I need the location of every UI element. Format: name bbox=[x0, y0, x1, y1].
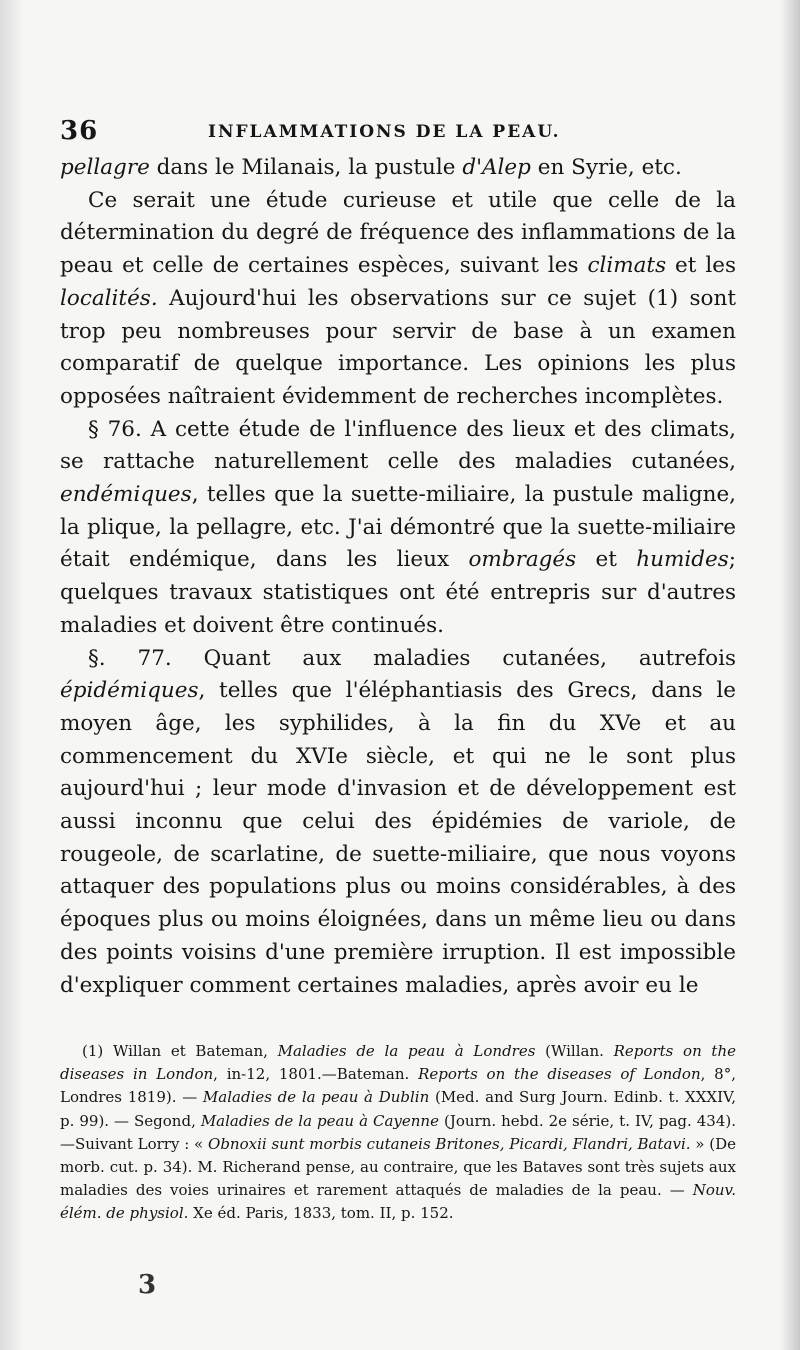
italic-text: Reports on the diseases in London bbox=[60, 1042, 736, 1084]
text-run: Aujourd'hui les observations sur ce sujet (1) sont trop peu nombreuses pour servir de base à un examen comparatif de quelque importance. Les opinions les plus opposées naîtraient évidemment de recherches incomplètes. bbox=[60, 285, 736, 409]
text-run: et bbox=[576, 547, 637, 573]
italic-text: endémiques bbox=[60, 482, 192, 508]
footnote bbox=[60, 1040, 736, 1226]
italic-text: climats bbox=[587, 253, 667, 279]
italic-text: Reports on the diseases of London bbox=[418, 1065, 701, 1084]
italic-text: Nouv. élém. de physiol. bbox=[60, 1181, 736, 1223]
italic-text: Maladies de la peau à Cayenne bbox=[200, 1111, 439, 1130]
text-run: ; quelques travaux statistiques ont été entrepris sur d'autres maladies et doivent être continués. bbox=[60, 547, 736, 638]
text-run: Xe éd. Paris, 1833, tom. II, p. 152. bbox=[188, 1204, 454, 1223]
text-run: dans le Milanais, la pustule bbox=[149, 155, 463, 180]
page-header bbox=[60, 116, 740, 150]
page-left-edge bbox=[0, 0, 24, 1350]
paragraph bbox=[60, 643, 736, 1003]
text-run: , telles que la suette-miliaire, la pustule maligne, la plique, la pellagre, etc. J'ai démontré que la suette-miliaire était endémique, dans les lieux bbox=[60, 482, 736, 573]
main-text bbox=[60, 152, 736, 1002]
italic-text: pellagre bbox=[60, 155, 150, 180]
running-head: INFLAMMATIONS DE LA PEAU. bbox=[208, 122, 561, 142]
text-run: (Med. and Surg Journ. Edinb. t. XXXIV, p. 99). — Segond, bbox=[60, 1088, 736, 1130]
italic-text: localités. bbox=[60, 285, 158, 311]
italic-text: Maladies de la peau à Londres bbox=[277, 1042, 536, 1060]
italic-text: Obnoxii sunt morbis cutaneis Britones, Picardi, Flandri, Batavi. bbox=[208, 1134, 691, 1153]
page-number: 36 bbox=[60, 116, 99, 146]
text-run: , telles que l'éléphantiasis des Grecs, dans le moyen âge, les syphilides, à la fin du XVe et au commencement du XVIe siècle, et qui ne le sont plus aujourd'hui ; leur mode d'invasion et de développement est aussi inconnu que celui des épidémies de variole, de rougeole, de scarlatine, de suette-miliaire, que nous voyons attaquer des populations plus ou moins considérables, à des époques plus ou moins éloignées, dans un même lieu ou dans des points voisins d'une première irruption. Il est impossible d'expliquer comment certaines maladies, après avoir eu le bbox=[60, 678, 736, 998]
footnote-paragraph bbox=[60, 1040, 736, 1226]
text-run: § 76. A cette étude de l'influence des lieux et des climats, se rattache naturellement celle des maladies cutanées, bbox=[60, 416, 736, 475]
text-run: » (De morb. cut. p. 34). M. Richerand pense, au contraire, que les Bataves sont très sujets aux maladies des voies urinaires et rarement attaqués de maladies de la peau. — bbox=[60, 1134, 737, 1200]
paragraph bbox=[60, 152, 736, 185]
italic-text: ombragés bbox=[468, 547, 577, 573]
text-run: (Willan. bbox=[535, 1042, 614, 1060]
text-run: et les bbox=[666, 253, 736, 279]
text-run: Ce serait une étude curieuse et utile que celle de la détermination du degré de fréquence des inflammations de la peau et celle de certaines espèces, suivant les bbox=[60, 187, 736, 279]
text-run: , in-12, 1801.—Bateman. bbox=[213, 1065, 419, 1084]
italic-text: humides bbox=[636, 547, 729, 573]
italic-text: Maladies de la peau à Dublin bbox=[202, 1088, 430, 1107]
text-run: , 8°, Londres 1819). — bbox=[60, 1065, 736, 1107]
text-run: en Syrie, etc. bbox=[530, 155, 682, 180]
signature-mark: 3 bbox=[138, 1270, 157, 1300]
italic-text: d'Alep bbox=[462, 155, 531, 180]
text-run: §. 77. Quant aux maladies cutanées, autrefois bbox=[88, 645, 736, 671]
page-right-edge bbox=[780, 0, 800, 1350]
paragraph bbox=[60, 185, 736, 414]
text-run: (Journ. hebd. 2e série, t. IV, pag. 434).—Suivant Lorry : « bbox=[60, 1111, 736, 1153]
text-run: (1) Willan et Bateman, bbox=[82, 1042, 278, 1060]
paragraph bbox=[60, 414, 736, 643]
italic-text: épidémiques bbox=[60, 678, 199, 704]
